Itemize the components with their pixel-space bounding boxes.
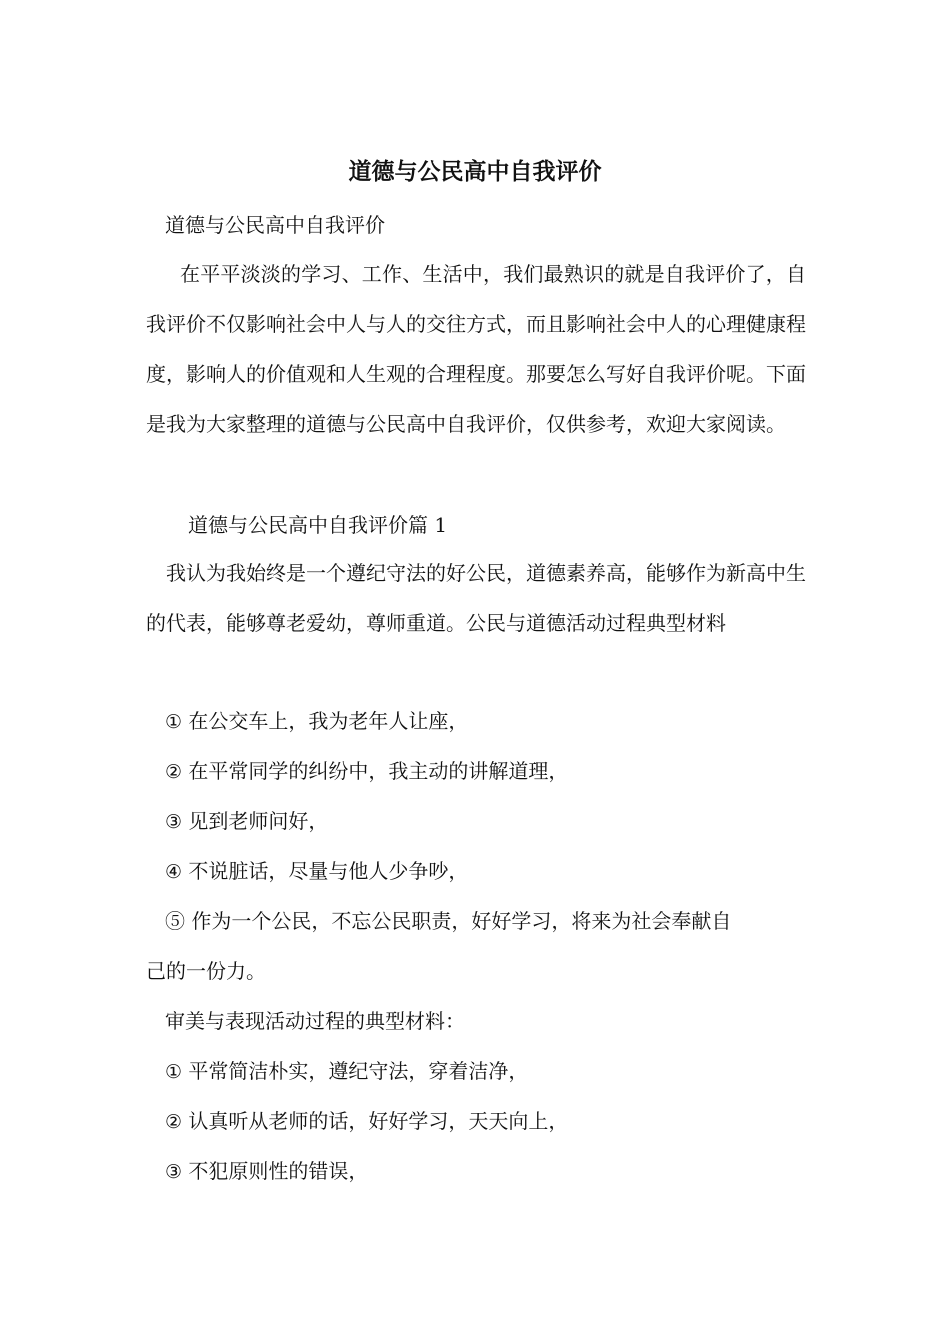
list-item [165,1104,568,1139]
list-item-number: ① [165,1061,183,1083]
section1-paragraph: 我认为我始终是一个遵纪守法的好公民，道德素养高，能够作为新高中生的代表，能够尊老爱幼，尊师重道。公民与道德活动过程典型材料 [146,561,806,635]
list-item-text: 在平常同学的纠纷中，我主动的讲解道理， [188,759,569,783]
list-item [165,804,328,839]
list-item [165,854,468,889]
list-item-text: 不犯原则性的错误， [188,1159,369,1183]
list-item-number: ③ [165,1161,183,1183]
list-item-line: ⑤ 作为一个公民，不忘公民职责，好好学习，将来为社会奉献自 [165,909,732,933]
list-item-number: ③ [165,811,183,833]
list-item-text: 认真听从老师的话，好好学习，天天向上， [188,1109,569,1133]
section1-heading: 道德与公民高中自我评价篇 1 [188,513,448,537]
list-item-text: 不说脏话，尽量与他人少争吵， [188,859,469,883]
intro-paragraph: 在平平淡淡的学习、工作、生活中，我们最熟识的就是自我评价了，自我评价不仅影响社会中人与人的交往方式，而且影响社会中人的心理健康程度，影响人的价值观和人生观的合理程度。那要怎么写好自我评价呢。下面是我为大家整理的道德与公民高中自我评价，仅供参考，欢迎大家阅读。 [146,262,806,436]
list-item [165,1054,528,1089]
list-item-number: ④ [165,861,183,883]
list-item-number: ② [165,1111,183,1133]
section2-heading: 审美与表现活动过程的典型材料： [165,1009,465,1033]
list-item [165,1154,368,1189]
list-item-number: ② [165,761,183,783]
list-item [165,704,468,739]
document-title: 道德与公民高中自我评价 [348,158,602,185]
list-item-line: 己的一份力。 [146,959,266,983]
list-item-number: ① [165,711,183,733]
list-item [165,754,568,789]
list-item-text: 在公交车上，我为老年人让座， [188,709,469,733]
list-item-text: 平常简洁朴实，遵纪守法，穿着洁净， [188,1059,529,1083]
document-subtitle: 道德与公民高中自我评价 [165,213,385,237]
list-item-text: 见到老师问好， [188,809,329,833]
